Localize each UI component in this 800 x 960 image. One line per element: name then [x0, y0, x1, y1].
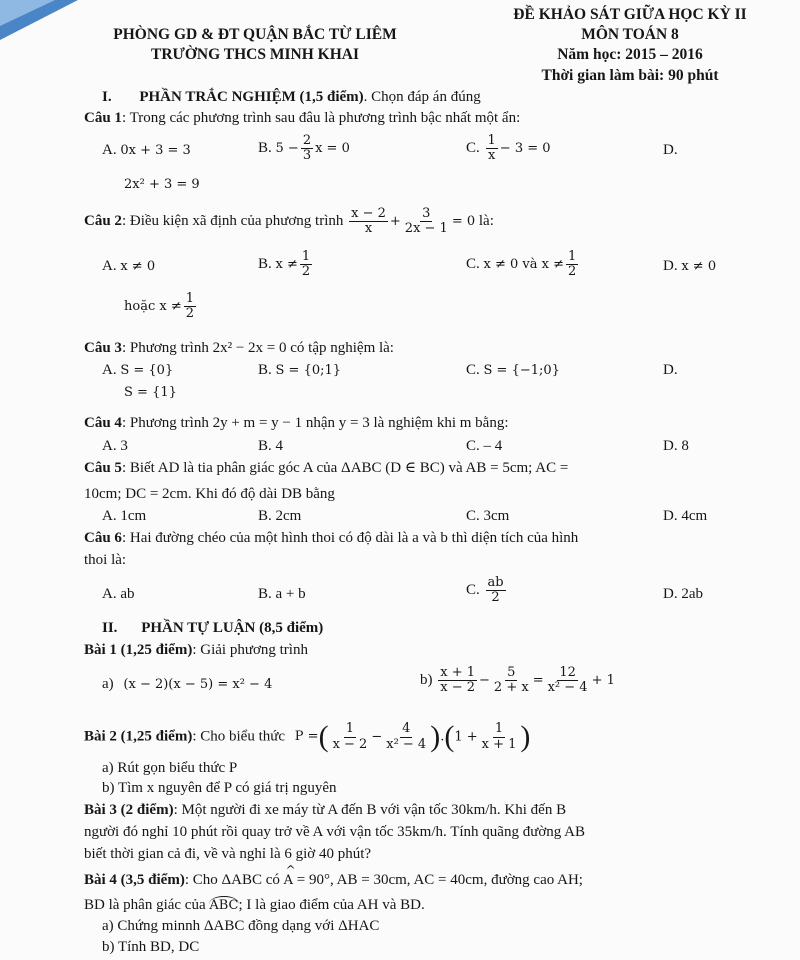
q1-option-d: D.	[663, 142, 678, 158]
fraction-numerator: x − 2	[351, 206, 386, 221]
part1-title: PHẦN TRẮC NGHIỆM (1,5 điểm)	[139, 89, 364, 105]
fraction-denominator: 2	[301, 264, 311, 280]
fraction	[480, 722, 519, 752]
option-letter: C.	[466, 582, 480, 599]
exercise-4a: a) Chứng minnh ΔABC đồng dạng với ΔHAC	[102, 918, 380, 934]
part2-heading	[102, 620, 323, 637]
exercise-1b	[420, 666, 615, 696]
q5-option-c: C. 3cm	[466, 508, 510, 524]
question-2	[84, 207, 494, 237]
operator: .	[440, 729, 445, 745]
q6-option-a: A. ab	[102, 586, 135, 602]
paren-close: )	[430, 720, 441, 753]
q2-option-d	[663, 258, 716, 275]
fraction-denominator: 2	[185, 306, 195, 322]
fraction-denominator: x − 2	[332, 736, 368, 752]
exercise-2	[84, 722, 530, 752]
exercise-text: : Một người đi xe máy từ A đến B với vận tốc 30km/h. Khi đến B	[173, 802, 567, 818]
fraction-numerator: 1	[301, 249, 311, 264]
question-label: Câu 5	[84, 460, 122, 476]
exercise-label: Bài 2 (1,25 điểm)	[84, 728, 193, 745]
q5-option-a: A. 1cm	[102, 508, 147, 524]
fraction-denominator: 2 + x	[493, 680, 529, 696]
question-6-cont: thoi là:	[84, 552, 127, 568]
exercise-3	[84, 802, 566, 819]
option-expr: S = {0;1}	[275, 363, 342, 378]
option-letter: C.	[466, 140, 480, 157]
question-text: : Phương trình 2x² − 2x = 0 có tập nghiệm là:	[121, 340, 394, 356]
q4-option-a: A. 3	[102, 438, 128, 454]
expression-name: P =	[294, 729, 319, 745]
exercise-4	[84, 872, 583, 889]
fraction-denominator: x − 2	[440, 680, 476, 696]
equation: (x − 2)(x − 5) = x² − 4	[123, 677, 273, 692]
exercise-3-line3: biết thời gian cả đi, về và nghỉ là 6 giờ 40 phút?	[84, 846, 372, 862]
fraction-numerator: 1	[494, 721, 504, 737]
option-expr: x ≠ 0	[681, 259, 717, 274]
part2-number: II.	[102, 620, 118, 636]
fraction-numerator: 3	[422, 206, 431, 221]
fraction	[438, 666, 477, 696]
q5-option-b: B. 2cm	[258, 508, 302, 524]
option-letter: A.	[102, 362, 117, 378]
fraction-denominator: 2	[568, 264, 577, 280]
exercise-1	[84, 642, 308, 659]
subject: MÔN TOÁN 8	[581, 26, 679, 43]
option-expr: S = {0}	[120, 363, 174, 378]
q6-option-c	[466, 576, 508, 606]
fraction-numerator: x + 1	[440, 665, 476, 680]
exercise-text: : Cho biểu thức	[192, 728, 286, 745]
fraction-denominator: x	[364, 221, 373, 237]
fraction-denominator: x	[487, 148, 496, 164]
option-expr: 5 −	[275, 141, 299, 157]
question-4	[84, 415, 508, 432]
fraction-numerator: 2	[302, 133, 312, 148]
fraction	[546, 666, 590, 696]
option-expr: S = {−1;0}	[483, 363, 560, 378]
exercise-2a: a) Rút gọn biểu thức P	[102, 760, 238, 776]
q5-option-d: D. 4cm	[663, 508, 708, 524]
fraction-numerator: 1	[345, 721, 355, 737]
fraction-numerator: 4	[402, 721, 411, 737]
operator: = 0	[451, 214, 476, 230]
part1-instruction: . Chọn đáp án đúng	[363, 89, 481, 105]
question-text: : Phương trình 2y + m = y − 1 nhận y = 3 là nghiệm khi m bằng:	[121, 415, 509, 431]
q3-option-a	[102, 362, 173, 379]
fraction-numerator: 1	[568, 249, 577, 264]
exercise-1a	[102, 676, 272, 693]
operator: −	[371, 729, 383, 745]
operator: + 1	[591, 673, 615, 689]
exam-title: ĐỀ KHẢO SÁT GIỮA HỌC KỲ II	[513, 6, 747, 23]
option-letter: B.	[258, 362, 272, 378]
fraction	[486, 134, 498, 164]
part2-title: PHẦN TỰ LUẬN (8,5 điểm)	[141, 620, 324, 636]
fraction	[566, 250, 578, 280]
q6-option-d: D. 2ab	[663, 586, 703, 602]
page-corner-decoration	[0, 0, 78, 40]
fraction-denominator: 2x − 1	[404, 221, 448, 237]
option-expr: x ≠	[275, 257, 298, 273]
fraction-numerator: 1	[487, 133, 496, 148]
q4-option-d: D. 8	[663, 438, 689, 454]
question-label: Câu 3	[84, 340, 122, 356]
exercise-4-line2	[84, 896, 425, 914]
question-text: : Trong các phương trình sau đâu là phương trình bậc nhất một ẩn:	[121, 110, 521, 126]
angle-symbol: ABC	[209, 898, 239, 913]
question-label: Câu 1	[84, 110, 122, 126]
option-letter: B.	[258, 256, 272, 273]
question-text: : Điều kiện xã định của phương trình	[121, 213, 344, 230]
operator: −	[479, 673, 490, 689]
q1-option-c	[466, 134, 551, 164]
option-expr: x ≠ 0	[120, 259, 156, 274]
fraction	[300, 250, 312, 280]
fraction	[301, 134, 313, 164]
paren-open: (	[318, 720, 329, 753]
paren-close: )	[520, 720, 531, 753]
q1-option-d-expr: 2x² + 3 = 9	[124, 177, 200, 192]
fraction	[349, 207, 388, 237]
fraction-numerator: 1	[185, 291, 195, 306]
q3-option-c	[466, 362, 560, 379]
q3-option-d-expr: S = {1}	[124, 385, 177, 400]
question-3	[84, 340, 394, 357]
fraction-denominator: x² − 4	[386, 736, 427, 752]
q6-option-b: B. a + b	[258, 586, 306, 602]
angle-symbol: ^ A	[284, 874, 293, 889]
fraction	[492, 666, 531, 696]
fraction	[331, 722, 370, 752]
part-letter: a)	[102, 676, 114, 692]
exercise-2b: b) Tìm x nguyên để P có giá trị nguyên	[102, 780, 337, 796]
operator: +	[389, 214, 401, 230]
option-expr: 0x + 3 = 3	[120, 143, 191, 158]
q2-option-d-cont	[124, 292, 198, 322]
option-expr: x ≠ 0 và x ≠	[483, 257, 564, 273]
fraction-denominator: x + 1	[481, 736, 517, 752]
department-name: PHÒNG GD & ĐT QUẬN BẮC TỪ LIÊM	[113, 26, 397, 43]
question-text: : Biết AD là tia phân giác góc A của ΔABC (D ∈ BC) và AB = 5cm; AC =	[121, 460, 569, 476]
exercise-text: = 90°, AB = 30cm, AC = 40cm, đường cao AH;	[293, 872, 583, 888]
fraction-denominator: 3	[302, 148, 312, 164]
exercise-label: Bài 4 (3,5 điểm)	[84, 872, 185, 888]
option-expr: − 3 = 0	[499, 141, 551, 157]
exercise-text: : Cho ΔABC có	[184, 872, 284, 888]
part1-heading	[102, 89, 481, 106]
option-letter: D.	[663, 258, 678, 274]
question-label: Câu 2	[84, 213, 122, 230]
exercise-text: ; I là giao điểm của AH và BD.	[238, 897, 425, 913]
fraction-denominator: 2	[491, 590, 500, 606]
q3-option-b	[258, 362, 341, 379]
q3-option-d: D.	[663, 362, 678, 378]
school-name: TRƯỜNG THCS MINH KHAI	[151, 46, 359, 63]
q4-option-b: B. 4	[258, 438, 284, 454]
operator: =	[532, 673, 544, 689]
question-5	[84, 460, 568, 477]
fraction-numerator: 12	[559, 665, 576, 680]
exercise-4b: b) Tính BD, DC	[102, 939, 200, 955]
fraction	[384, 722, 428, 752]
question-5-cont: 10cm; DC = 2cm. Khi đó độ dài DB bằng	[84, 486, 335, 502]
question-text: : Hai đường chéo của một hình thoi có độ dài là a và b thì diện tích của hình	[121, 530, 579, 546]
school-year: Năm học: 2015 – 2016	[557, 46, 703, 63]
part-letter: b)	[420, 672, 433, 689]
question-6	[84, 530, 578, 547]
exam-time: Thời gian làm bài: 90 phút	[541, 67, 719, 84]
q1-option-b	[258, 134, 350, 164]
q2-option-c	[466, 250, 580, 280]
fraction	[184, 292, 196, 322]
fraction-denominator: x² − 4	[547, 680, 588, 696]
fraction-numerator: 5	[507, 665, 516, 680]
exercise-3-line2: người đó nghỉ 10 phút rồi quay trở về A với vận tốc 35km/h. Tính quãng đường AB	[84, 824, 586, 840]
option-letter: C.	[466, 362, 480, 378]
question-tail: là:	[478, 213, 494, 230]
exercise-label: Bài 1 (1,25 điểm)	[84, 642, 193, 658]
q1-option-a	[102, 142, 191, 159]
option-expr: x = 0	[315, 141, 350, 157]
question-label: Câu 4	[84, 415, 122, 431]
q4-option-c: C. – 4	[466, 438, 503, 454]
option-expr: hoặc x ≠	[124, 299, 182, 315]
part1-number: I.	[102, 89, 112, 105]
exercise-text: : Giải phương trình	[192, 642, 308, 658]
fraction	[486, 576, 506, 606]
option-letter: A.	[102, 258, 117, 274]
fraction	[403, 207, 450, 237]
option-letter: B.	[258, 140, 272, 157]
option-letter: C.	[466, 256, 480, 273]
question-1	[84, 110, 520, 127]
exercise-text: BD là phân giác của	[84, 897, 210, 913]
paren-open: (	[444, 720, 455, 753]
q2-option-a	[102, 258, 155, 275]
exercise-label: Bài 3 (2 điểm)	[84, 802, 174, 818]
fraction-numerator: ab	[487, 575, 504, 590]
q2-option-b	[258, 250, 314, 280]
option-letter: A.	[102, 142, 117, 158]
question-label: Câu 6	[84, 530, 122, 546]
operator: 1 +	[454, 729, 478, 745]
